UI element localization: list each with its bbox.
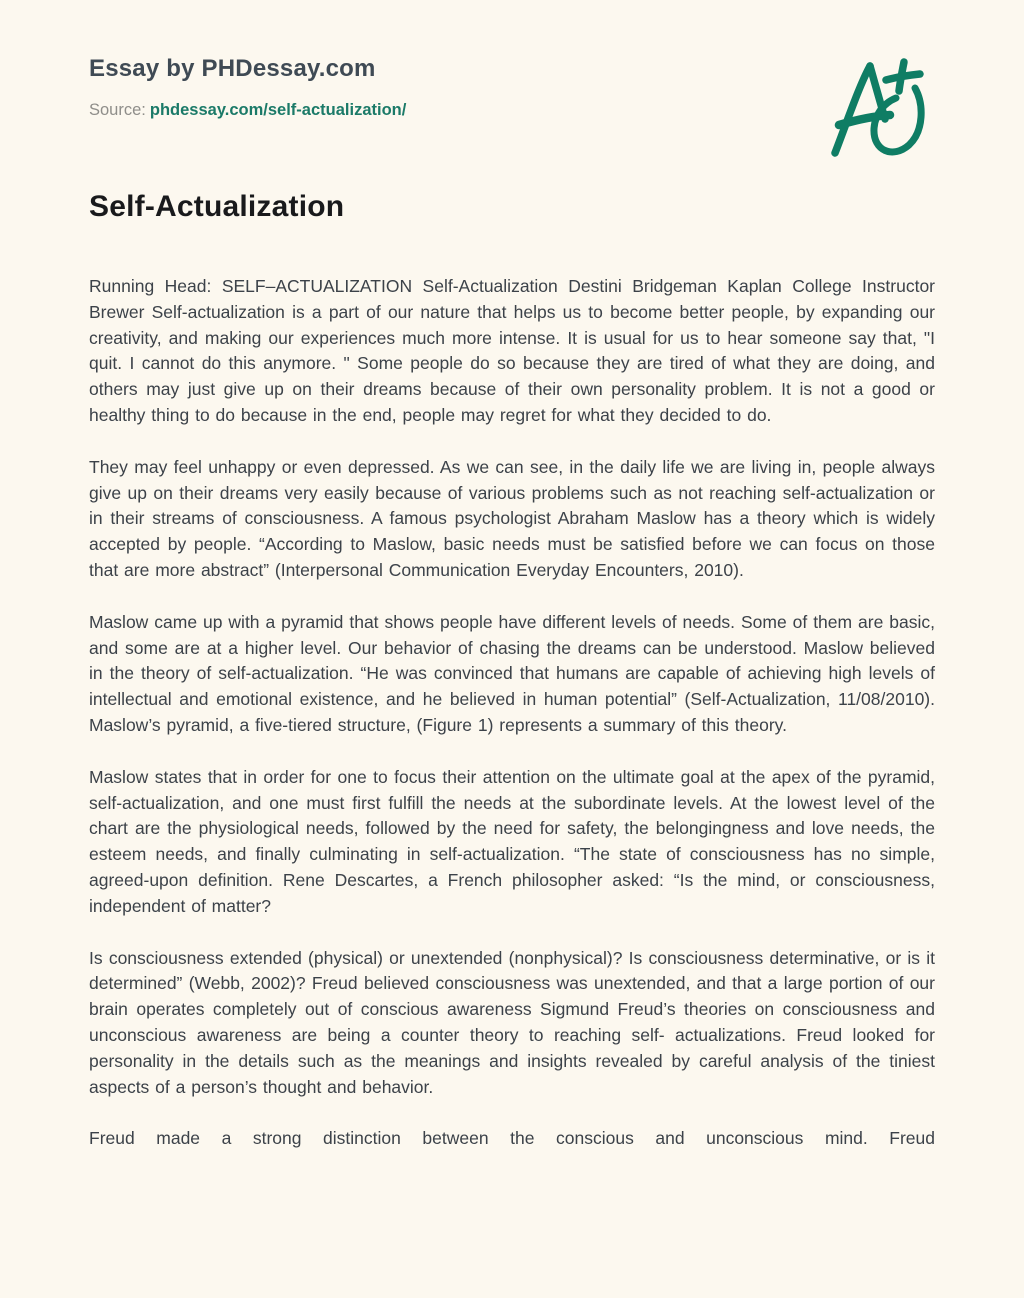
essay-paragraph: They may feel unhappy or even depressed. As we can see, in the daily life we are living in, people always give up on their dreams very easily because of various problems such as not reaching self-actualization or in their streams of consciousness. A famous psychologist Abraham Maslow has a theory which is widely accepted by people. “According to Maslow, basic needs must be satisfied before we can focus on those that are more abstract” (Interpersonal Communication Everyday Encounters, 2010). — [89, 456, 935, 580]
essay-body — [89, 274, 935, 1152]
source-link[interactable]: phdessay.com/self-actualization/ — [149, 101, 407, 119]
phdessay-a-plus-logo-icon — [828, 54, 934, 166]
page-title: Self-Actualization — [89, 190, 345, 223]
essay-paragraph: Is consciousness extended (physical) or unextended (nonphysical)? Is consciousness determinative, or is it determined” (Webb, 2002)? Freud believed consciousness was unextended, and that a large portion of our brain operates completely out of conscious awareness Sigmund Freud’s theories on consciousness and unconscious awareness are being a counter theory to reaching self- actualizations. Freud looked for personality in the details such as the meanings and insights revealed by careful analysis of the tiniest aspects of a person’s thought and behavior. — [89, 947, 935, 1097]
essay-byline: Essay by PHDessay.com — [89, 55, 376, 82]
source-label: Source: — [89, 101, 146, 119]
essay-paragraph: Maslow came up with a pyramid that shows people have different levels of needs. Some of them are basic, and some are at a higher level. Our behavior of chasing the dreams can be understood. Maslow believed in the theory of self-actualization. “He was convinced that humans are capable of achieving high levels of intellectual and emotional existence, and he believed in human potential” (Self-Actualization, 11/08/2010). Maslow’s pyramid, a five-tiered structure, (Figure 1) represents a summary of this theory. — [89, 611, 935, 735]
essay-paragraph-clipped: Freud made a strong distinction between the conscious and unconscious mind. Freud — [89, 1128, 935, 1149]
essay-paragraph: Running Head: SELF–ACTUALIZATION Self-Actualization Destini Bridgeman Kaplan College Instructor Brewer Self-actualization is a part of our nature that helps us to become better people, by expanding our creativity, and making our experiences much more intense. It is usual for us to hear someone say that, "I quit. I cannot do this anymore. " Some people do so because they are tired of what they are doing, and others may just give up on their dreams because of their own personality problem. It is not a good or healthy thing to do because in the end, people may regret for what they decided to do. — [89, 276, 935, 425]
source-row — [89, 101, 935, 120]
essay-paragraph: Maslow states that in order for one to focus their attention on the ultimate goal at the apex of the pyramid, self-actualization, and one must first fulfill the needs at the subordinate levels. At the lowest level of the chart are the physiological needs, followed by the need for safety, the belongingness and love needs, the esteem needs, and finally culminating in self-actualization. “The state of consciousness has no simple, agreed-upon definition. Rene Descartes, a French philosopher asked: “Is the mind, or consciousness, independent of matter? — [89, 766, 935, 916]
